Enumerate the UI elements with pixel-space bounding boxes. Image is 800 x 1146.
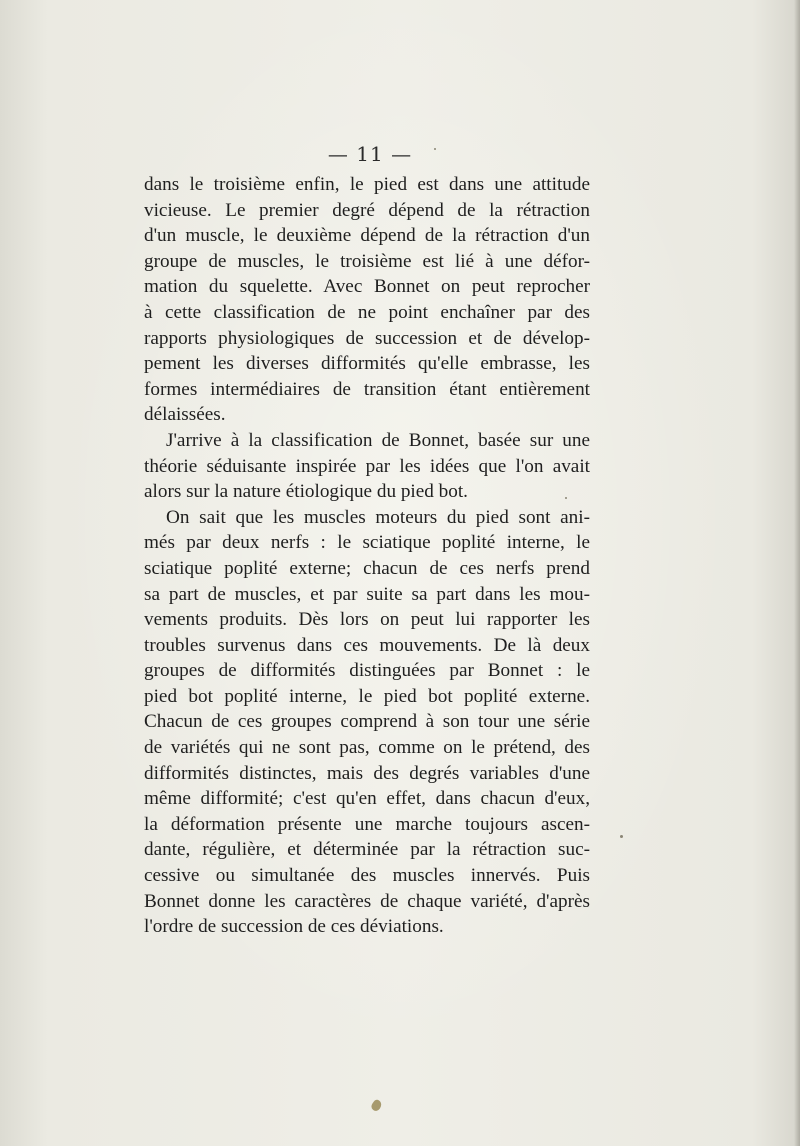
text-line: cessive ou simultanée des muscles innervés. Puis xyxy=(144,865,590,887)
text-line: rapports physiologiques de succession et de dévelop- xyxy=(144,327,590,349)
text-line: sciatique poplité externe; chacun de ces nerfs prend xyxy=(144,557,590,579)
text-line: troubles survenus dans ces mouvements. De là deux xyxy=(144,634,590,656)
text-line: difformités distinctes, mais des degrés variables d'une xyxy=(144,762,590,784)
text-line: vements produits. Dès lors on peut lui rapporter les xyxy=(144,609,590,631)
text-line: vicieuse. Le premier degré dépend de la rétraction xyxy=(144,199,590,221)
paper-speck xyxy=(620,835,623,838)
text-line: théorie séduisante inspirée par les idées que l'on avait xyxy=(144,455,590,477)
text-line: d'un muscle, le deuxième dépend de la rétraction d'un xyxy=(144,225,590,247)
paper-speck xyxy=(370,1098,384,1112)
text-line: dans le troisième enfin, le pied est dans une attitude xyxy=(144,174,590,195)
text-line: sa part de muscles, et par suite sa part dans les mou- xyxy=(144,583,590,605)
page-number: — 11 — xyxy=(327,142,413,166)
text-line: même difformité; c'est qu'en effet, dans chacun d'eux, xyxy=(144,788,590,810)
text-line: délaissées. xyxy=(144,404,226,426)
text-line: dante, régulière, et déterminée par la rétraction suc- xyxy=(144,839,590,861)
text-line: groupes de difformités distinguées par Bonnet : le xyxy=(144,660,590,682)
text-line: Bonnet donne les caractères de chaque variété, d'après xyxy=(144,890,590,912)
text-line: à cette classification de ne point enchaîner par des xyxy=(144,301,590,323)
text-line: Chacun de ces groupes comprend à son tour une série xyxy=(144,711,590,733)
text-line: l'ordre de succession de ces déviations. xyxy=(144,916,444,938)
text-line: alors sur la nature étiologique du pied bot. xyxy=(144,481,468,503)
text-line: pement les diverses difformités qu'elle embrasse, les xyxy=(144,353,590,375)
paper-speck xyxy=(565,497,567,499)
body-text xyxy=(144,172,590,940)
text-line: formes intermédiaires de transition étant entièrement xyxy=(144,378,590,400)
text-line: On sait que les muscles moteurs du pied sont ani- xyxy=(166,506,590,528)
text-line: J'arrive à la classification de Bonnet, basée sur une xyxy=(166,429,590,451)
text-line: groupe de muscles, le troisième est lié à une défor- xyxy=(144,250,590,272)
text-line: de variétés qui ne sont pas, comme on le prétend, des xyxy=(144,737,590,759)
page-edge-shadow xyxy=(794,0,800,1146)
text-line: la déformation présente une marche toujours ascen- xyxy=(144,813,590,835)
paper-speck xyxy=(434,148,436,150)
text-line: pied bot poplité interne, le pied bot poplité externe. xyxy=(144,685,590,707)
text-line: mation du squelette. Avec Bonnet on peut reprocher xyxy=(144,276,590,298)
text-line: més par deux nerfs : le sciatique poplité interne, le xyxy=(144,532,590,554)
